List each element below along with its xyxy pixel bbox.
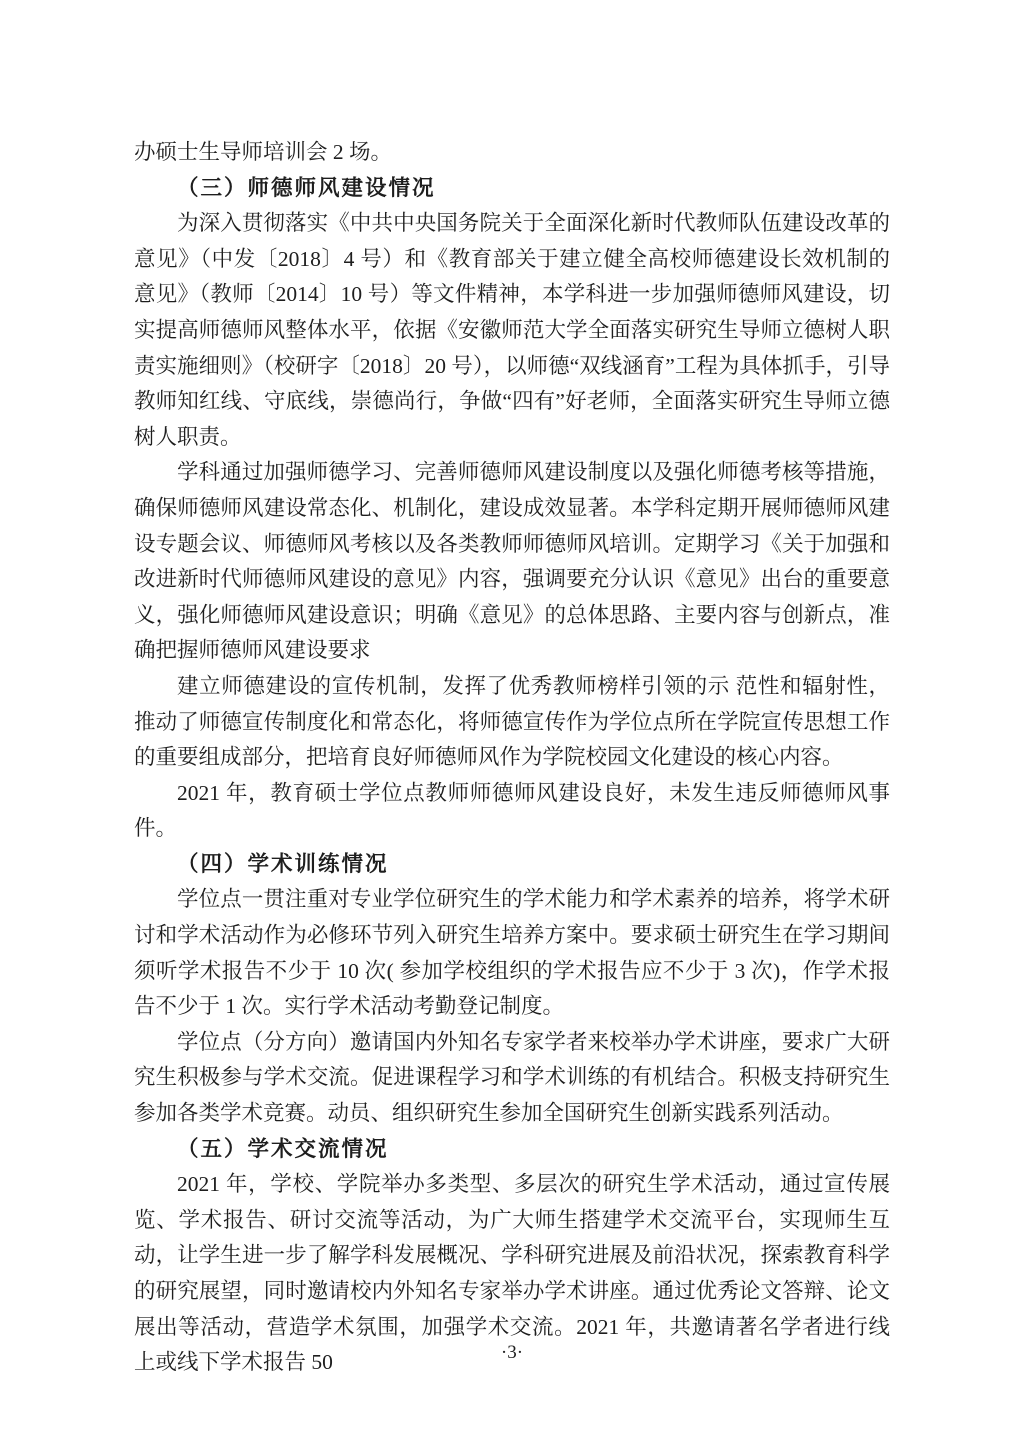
paragraph-2021-shide-status: 2021 年，教育硕士学位点教师师德师风建设良好，未发生违反师德师风事件。 <box>134 780 890 841</box>
section-heading-shide-shifeng: （三）师德师风建设情况 <box>177 175 436 200</box>
paragraph-academic-training: 学位点一贯注重对专业学位研究生的学术能力和学术素养的培养，将学术研讨和学术活动作为必修环节列入研究生培养方案中。要求硕士研究生在学习期间须听学术报告不少于 10 次( 参加学校组织的学术报告应不少于 3 次)，作学术报告不少于 1 次。实行学术活动考勤登记制度。 <box>134 887 890 1019</box>
paragraph-shide-measures: 学科通过加强师德学习、完善师德师风建设制度以及强化师德考核等措施，确保师德师风建设常态化、机制化，建设成效显著。本学科定期开展师德师风建设专题会议、师德师风考核以及各类教师师德师风培训。定期学习《关于加强和改进新时代师德师风建设的意见》内容，强调要充分认识《意见》出台的重要意义，强化师德师风建设意识；明确《意见》的总体思路、主要内容与创新点，准确把握师德师风建设要求 <box>134 460 890 663</box>
section-heading-xueshu-xunlian: （四）学术训练情况 <box>177 851 389 876</box>
page-number: ·3· <box>500 1342 524 1363</box>
paragraph-academic-exchange: 2021 年，学校、学院举办多类型、多层次的研究生学术活动，通过宣传展览、学术报告、研讨交流等活动，为广大师生搭建学术交流平台，实现师生互动，让学生进一步了解学科发展概况、学科研究进展及前沿状况，探索教育科学的研究展望，同时邀请校内外知名专家举办学术讲座。通过优秀论文答辩、论文展出等活动，营造学术氛围，加强学术交流。2021 年，共邀请著名学者进行线上或线下学术报告 50 <box>134 1172 890 1375</box>
paragraph-continuation: 办硕士生导师培训会 2 场。 <box>134 140 393 164</box>
page-body <box>134 135 890 1381</box>
paragraph-policy-documents: 为深入贯彻落实《中共中央国务院关于全面深化新时代教师队伍建设改革的意见》（中发〔2018〕4 号）和《教育部关于建立健全高校师德建设长效机制的意见》（教师〔2014〕10 号）等文件精神，本学科进一步加强师德师风建设，切实提高师德师风整体水平，依据《安徽师范大学全面落实研究生导师立德树人职责实施细则》（校研字〔2018〕20 号），以师德“双线涵育”工程为具体抓手，引导教师知红线、守底线，崇德尚行，争做“四有”好老师，全面落实研究生导师立德树人职责。 <box>134 211 890 449</box>
paragraph-academic-lectures: 学位点（分方向）邀请国内外知名专家学者来校举办学术讲座，要求广大研究生积极参与学术交流。促进课程学习和学术训练的有机结合。积极支持研究生参加各类学术竞赛。动员、组织研究生参加全国研究生创新实践系列活动。 <box>134 1029 890 1126</box>
paragraph-shide-publicity: 建立师德建设的宣传机制，发挥了优秀教师榜样引领的示 范性和辐射性，推动了师德宣传制度化和常态化，将师德宣传作为学位点所在学院宣传思想工作的重要组成部分，把培育良好师德师风作为学院校园文化建设的核心内容。 <box>134 673 890 770</box>
section-heading-xueshu-jiaoliu: （五）学术交流情况 <box>177 1136 389 1161</box>
